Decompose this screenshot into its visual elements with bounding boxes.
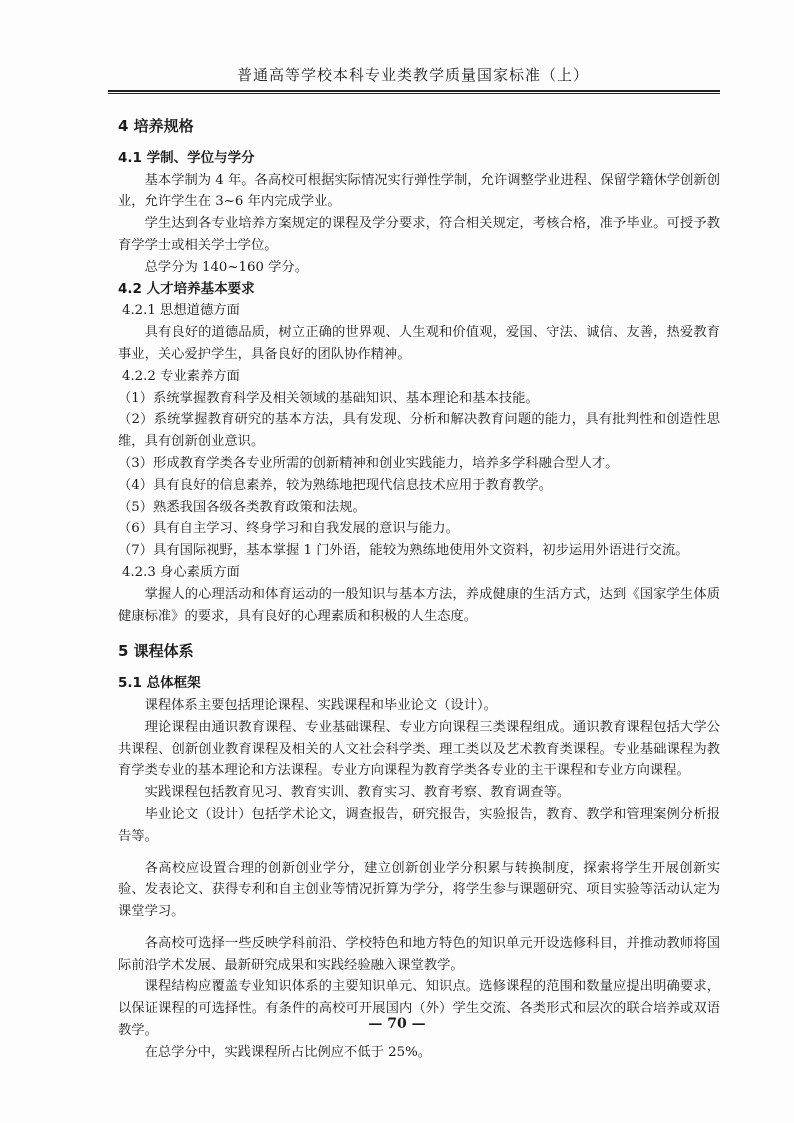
- paragraph: 理论课程由通识教育课程、专业基础课程、专业方向课程三类课程组成。通识教育课程包括大学公共课程、创新创业教育课程及相关的人文社会科学类、理工类以及艺术教育类课程。专业基础课程为教育学类专业的基本理论和方法课程。专业方向课程为教育学类各专业的主干课程和专业方向课程。: [118, 719, 720, 779]
- list-item: （2）系统掌握教育研究的基本方法，具有发现、分析和解决教育问题的能力，具有批判性和创造性思维，具有创新创业意识。: [118, 412, 720, 450]
- paragraph: 各高校应设置合理的创新创业学分，建立创新创业学分积累与转换制度，探索将学生开展创新实验、发表论文、获得专利和自主创业等情况折算为学分，将学生参与课题研究、项目实验等活动认定为课堂学习。: [118, 860, 720, 920]
- section-4-2-1-heading: 4.2.1 思想道德方面: [122, 303, 240, 319]
- paragraph: 实践课程包括教育见习、教育实训、教育实习、教育考察、教育调查等。: [144, 785, 571, 801]
- list-item: （4）具有良好的信息素养，较为熟练地把现代信息技术应用于教育教学。: [118, 477, 552, 493]
- list-item: （3）形成教育学类各专业所需的创新精神和创业实践能力，培养多学科融合型人才。: [118, 455, 619, 471]
- paragraph: 毕业论文（设计）包括学术论文，调查报告，研究报告，实验报告，教育、教学和管理案例分析报告等。: [118, 806, 720, 844]
- paragraph: 具有良好的道德品质，树立正确的世界观、人生观和价值观，爱国、守法、诚信、友善，热爱教育事业，关心爱护学生，具备良好的团队协作精神。: [118, 325, 720, 362]
- section-5-1-heading: 5.1 总体框架: [118, 675, 201, 692]
- section-4-2-3-heading: 4.2.3 身心素质方面: [122, 564, 240, 580]
- page-number: — 70 —: [368, 1016, 426, 1032]
- paragraph: 各高校可选择一些反映学科前沿、学校特色和地方特色的知识单元开设选修科目，并推动教师将国际前沿学术发展、最新研究成果和实践经验融入课堂教学。: [118, 935, 720, 973]
- paragraph: 课程体系主要包括理论课程、实践课程和毕业论文（设计）。: [144, 697, 497, 713]
- section-4-2-2-heading: 4.2.2 专业素养方面: [122, 368, 240, 384]
- paragraph: 总学分为 140~160 学分。: [144, 259, 309, 275]
- list-item: （1）系统掌握教育科学及相关领域的基础知识、基本理论和基本技能。: [118, 390, 539, 406]
- paragraph: 基本学制为 4 年。各高校可根据实际情况实行弹性学制，允许调整学业进程、保留学籍休学创新创业，允许学生在 3~6 年内完成学业。: [118, 172, 720, 210]
- section-4-heading: 4 培养规格: [118, 117, 194, 135]
- list-item: （5）熟悉我国各级各类教育政策和法规。: [118, 499, 366, 515]
- section-4-2-heading: 4.2 人才培养基本要求: [118, 280, 255, 297]
- paragraph: 学生达到各专业培养方案规定的课程及学分要求，符合相关规定，考核合格，准予毕业。可授予教育学学士或相关学士学位。: [118, 216, 720, 253]
- page-body: [118, 112, 720, 1064]
- paragraph: 课程结构应覆盖专业知识体系的主要知识单元、知识点。选修课程的范围和数量应提出明确要求，以保证课程的可选择性。有条件的高校可开展国内（外）学生交流、各类形式和层次的联合培养或双语教学。: [118, 979, 720, 1039]
- header-rule: [108, 90, 720, 92]
- list-item: （7）具有国际视野，基本掌握 1 门外语，能较为熟练地使用外文资料，初步运用外语进行交流。: [118, 543, 689, 559]
- header-title: 普通高等学校本科专业类教学质量国家标准（上）: [236, 66, 589, 84]
- section-5-heading: 5 课程体系: [118, 642, 194, 661]
- list-item: （6）具有自主学习、终身学习和自我发展的意识与能力。: [118, 521, 459, 537]
- header-rule-thin: [108, 93, 720, 94]
- paragraph: 在总学分中，实践课程所占比例应不低于 25%。: [144, 1044, 432, 1060]
- paragraph: 掌握人的心理活动和体育运动的一般知识与基本方法，养成健康的生活方式，达到《国家学生体质健康标准》的要求，具有良好的心理素质和积极的人生态度。: [118, 586, 720, 624]
- section-4-1-heading: 4.1 学制、学位与学分: [118, 149, 255, 166]
